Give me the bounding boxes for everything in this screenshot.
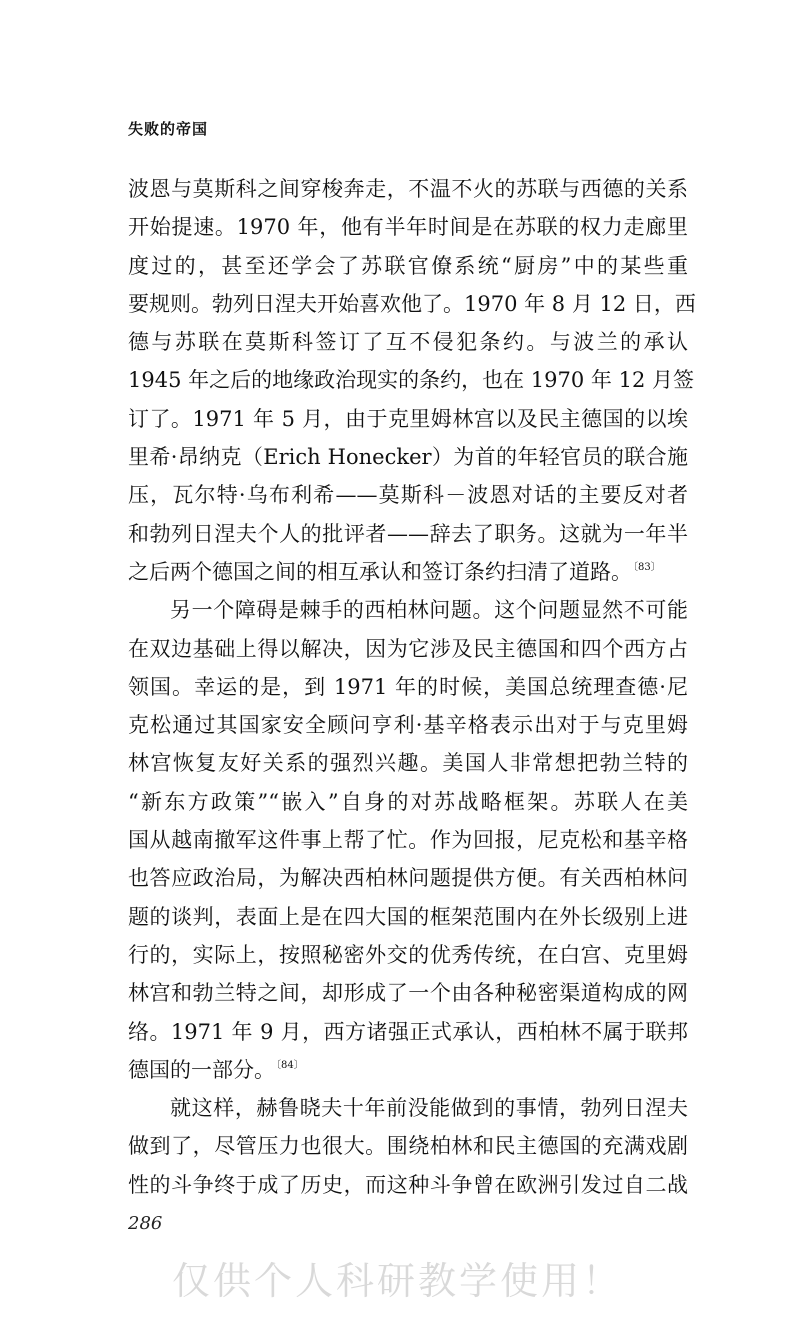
text-line: 另一个障碍是棘手的西柏林问题。这个问题显然不可能 bbox=[170, 598, 688, 623]
text-line bbox=[128, 553, 688, 591]
page-number: 286 bbox=[128, 1213, 163, 1234]
watermark-text: 仅供个人科研教学使用！ bbox=[172, 1259, 624, 1303]
paragraph bbox=[128, 170, 696, 591]
footnote-marker: 〔83〕 bbox=[633, 561, 661, 573]
text-line: 做到了，尽管压力也很大。围绕柏林和民主德国的充满戏剧 bbox=[128, 1134, 688, 1159]
text-line: 国从越南撤军这件事上帮了忙。作为回报，尼克松和基辛格 bbox=[128, 828, 688, 853]
text-line: 和勃列日涅夫个人的批评者——辞去了职务。这就为一年半 bbox=[128, 521, 688, 546]
paragraph bbox=[128, 591, 688, 1089]
text-line: 度过的，甚至还学会了苏联官僚系统“厨房”中的某些重 bbox=[128, 253, 688, 278]
text-line: 林宫恢复友好关系的强烈兴趣。美国人非常想把勃兰特的 bbox=[128, 751, 688, 776]
text-line: 德与苏联在莫斯科签订了互不侵犯条约。与波兰的承认 bbox=[128, 330, 688, 355]
paragraph bbox=[128, 1089, 688, 1204]
text-line: 领国。幸运的是，到 1971 年的时候，美国总统理查德·尼 bbox=[128, 674, 688, 699]
text-line: 就这样，赫鲁晓夫十年前没能做到的事情，勃列日涅夫 bbox=[170, 1096, 688, 1121]
text-line: 1945 年之后的地缘政治现实的条约，也在 1970 年 12 月签 bbox=[128, 368, 694, 393]
text-line bbox=[128, 1051, 688, 1089]
text-line-content: 德国的一部分。 bbox=[128, 1057, 275, 1082]
text-line: 林宫和勃兰特之间，却形成了一个由各种秘密渠道构成的网 bbox=[128, 981, 688, 1006]
text-line: “新东方政策”“嵌入”自身的对苏战略框架。苏联人在美 bbox=[128, 789, 688, 814]
text-line: 也答应政治局，为解决西柏林问题提供方便。有关西柏林问 bbox=[128, 866, 688, 891]
text-line: 络。1971 年 9 月，西方诸强正式承认，西柏林不属于联邦 bbox=[128, 1019, 688, 1044]
footnote-marker: 〔84〕 bbox=[276, 1059, 304, 1071]
text-line: 里希·昂纳克（Erich Honecker）为首的年轻官员的联合施 bbox=[128, 445, 688, 470]
text-line: 开始提速。1970 年，他有半年时间是在苏联的权力走廊里 bbox=[128, 215, 688, 240]
text-line: 压，瓦尔特·乌布利希——莫斯科－波恩对话的主要反对者 bbox=[128, 483, 688, 508]
text-line: 要规则。勃列日涅夫开始喜欢他了。1970 年 8 月 12 日，西 bbox=[128, 291, 696, 316]
text-line-content: 之后两个德国之间的相互承认和签订条约扫清了道路。 bbox=[128, 559, 632, 584]
text-line: 波恩与莫斯科之间穿梭奔走，不温不火的苏联与西德的关系 bbox=[128, 177, 688, 201]
text-line: 性的斗争终于成了历史，而这种斗争曾在欧洲引发过自二战 bbox=[128, 1172, 688, 1197]
running-title: 失败的帝国 bbox=[128, 120, 209, 138]
text-line: 订了。1971 年 5 月，由于克里姆林宫以及民主德国的以埃 bbox=[128, 406, 688, 431]
text-line: 题的谈判，表面上是在四大国的框架范围内在外长级别上进 bbox=[128, 904, 688, 929]
body-text bbox=[128, 170, 696, 1204]
text-line: 在双边基础上得以解决，因为它涉及民主德国和四个西方占 bbox=[128, 636, 688, 661]
text-line: 克松通过其国家安全顾问亨利·基辛格表示出对于与克里姆 bbox=[128, 713, 688, 738]
text-line: 行的，实际上，按照秘密外交的优秀传统，在白宫、克里姆 bbox=[128, 942, 688, 967]
